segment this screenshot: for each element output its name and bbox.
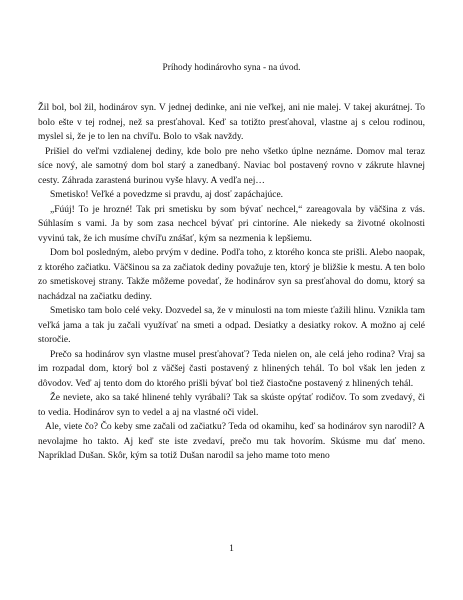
- paragraph: Dom bol posledným, alebo prvým v dedine. Podľa toho, z ktorého konca ste prišli. Alebo naopak, z ktorého začiatku. Väčšinou sa za začiatok dediny považuje ten, ktorý je bližšie k mestu. A ten bolo zo smetiskovej strany. Takže môžeme povedať, že hodinárov syn sa presťahoval do domu, ktorý sa nachádzal na začiatku dediny.: [38, 248, 425, 302]
- paragraph: Že neviete, ako sa také hlinené tehly vyrábali? Tak sa skúste opýtať rodičov. To som zvedavý, či to vedia. Hodinárov syn to vedel a aj na vlastné oči videl.: [38, 393, 425, 418]
- paragraph: Smetisko tam bolo celé veky. Dozvedel sa, že v minulosti na tom mieste ťažili hlinu. Vznikla tam veľká jama a tak ju začali využívať na smeti a odpad. Desiatky a desiatky rokov. A možno aj celé storočie.: [38, 306, 425, 345]
- page-number: 1: [229, 544, 234, 554]
- paragraph: Prečo sa hodinárov syn vlastne musel presťahovať? Teda nielen on, ale celá jeho rodina? Vraj sa im rozpadal dom, ktorý bol z väčšej časti postavený z hlinených tehál. To bol však len jeden z dôvodov. Veď aj tento dom do ktorého prišli bývať bol tiež čiastočne postavený z hlinených tehál.: [38, 349, 425, 389]
- document-body: [38, 101, 425, 464]
- paragraph: „Fúúj! To je hrozné! Tak pri smetisku by som bývať nechcel,“ zareagovala by väčšina z vás. Súhlasím s vami. Ja by som zasa nechcel bývať pri cintoríne. Ale niekedy sa životné okolnosti vyvinú tak, že ich musíme chvíľu znášať, kým sa nezmenia k lepšiemu.: [38, 204, 425, 244]
- document-title: Príhody hodinárovho syna - na úvod.: [162, 63, 301, 73]
- paragraph: Žil bol, bol žil, hodinárov syn. V jednej dedinke, ani nie veľkej, ani nie malej. V takej akurátnej. To bolo ešte v tej rodnej, než sa presťahoval. Keď sa totižto presťahoval, vlastne aj s celou rodinou, myslel si, že je to len na chvíľu. Bolo to však navždy.: [38, 103, 425, 142]
- paragraph: Smetisko! Veľké a povedzme si pravdu, aj dosť zapáchajúce.: [50, 190, 284, 200]
- paragraph: Prišiel do veľmi vzdialenej dediny, kde bolo pre neho všetko úplne neznáme. Domov mal teraz síce nový, ale samotný dom bol starý a zanedbaný. Naviac bol postavený rovno v zákrute hlavnej cesty. Záhrada zarastená burinou vyše hlavy. A vedľa nej…: [38, 146, 425, 186]
- paragraph: Ale, viete čo? Čo keby sme začali od začiatku? Teda od okamihu, keď sa hodinárov syn narodil? A nevolajme ho takto. Aj keď ste iste zvedaví, prečo mu tak hovorím. Skúsme mu dať meno. Napríklad Dušan. Skôr, kým sa totiž Dušan narodil sa jeho mame toto meno: [38, 422, 425, 461]
